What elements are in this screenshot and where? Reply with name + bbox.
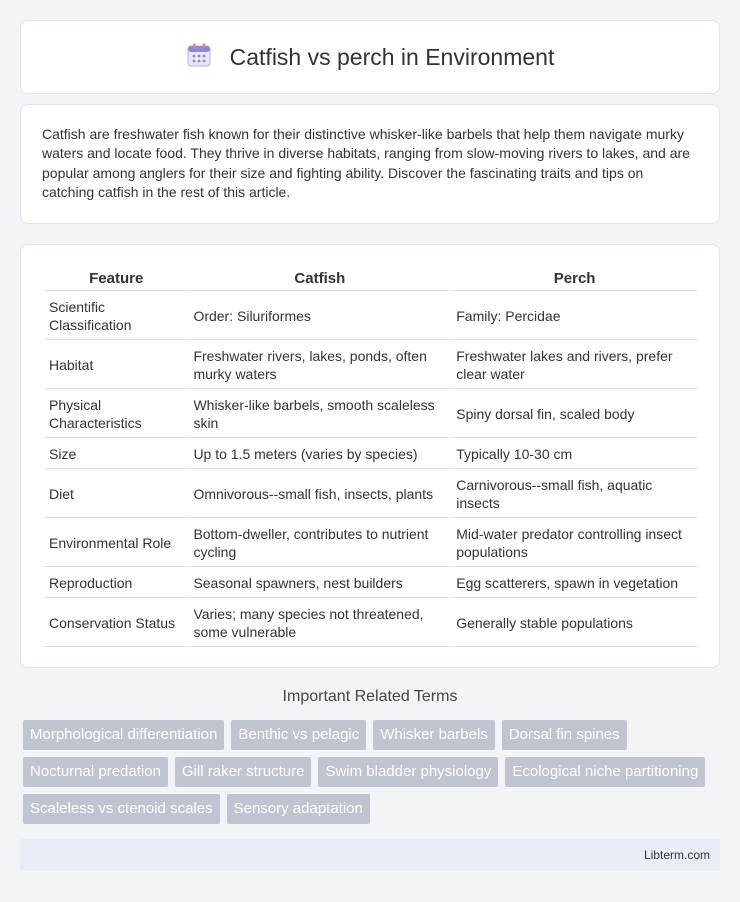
- footer-site-link[interactable]: Libterm.com: [643, 848, 710, 862]
- cell-perch: Typically 10-30 cm: [452, 440, 697, 469]
- table-row: [45, 520, 697, 567]
- cell-catfish: Bottom-dweller, contributes to nutrient cycling: [189, 520, 450, 567]
- table-header-row: [45, 267, 697, 291]
- cell-perch: Family: Percidae: [452, 293, 697, 340]
- table-row: [45, 471, 697, 518]
- related-terms-list: [23, 720, 723, 824]
- table-row: [45, 440, 697, 469]
- intro-card: [20, 104, 720, 224]
- cell-catfish: Whisker-like barbels, smooth scaleless skin: [189, 391, 450, 438]
- table-row: [45, 293, 697, 340]
- related-terms-title: Important Related Terms: [282, 688, 458, 705]
- cell-catfish: Seasonal spawners, nest builders: [189, 569, 450, 598]
- page-title: Catfish vs perch in Environment: [229, 43, 555, 70]
- cell-catfish: Omnivorous--small fish, insects, plants: [189, 471, 450, 518]
- related-term-tag[interactable]: Whisker barbels: [373, 720, 495, 750]
- table-row: [45, 391, 697, 438]
- related-term-tag[interactable]: Gill raker structure: [175, 757, 312, 787]
- header-perch: Perch: [452, 267, 697, 291]
- cell-feature: Physical Characteristics: [45, 391, 187, 438]
- related-term-tag[interactable]: Morphological differentiation: [23, 720, 224, 750]
- cell-catfish: Varies; many species not threatened, some vulnerable: [189, 600, 450, 647]
- related-term-tag[interactable]: Ecological niche partitioning: [505, 757, 705, 787]
- related-term-tag[interactable]: Swim bladder physiology: [318, 757, 498, 787]
- title-card: [20, 20, 720, 94]
- table-row: [45, 342, 697, 389]
- footer: [20, 839, 720, 871]
- intro-paragraph: Catfish are freshwater fish known for their distinctive whisker-like barbels that help them navigate murky waters and locate food. They thrive in diverse habitats, ranging from slow-moving rivers to lakes, and are popular among anglers for their size and fighting ability. Discover the fascinating traits and tips on catching catfish in the rest of this article.: [42, 126, 690, 201]
- cell-perch: Egg scatterers, spawn in vegetation: [452, 569, 697, 598]
- table-row: [45, 569, 697, 598]
- table-row: [45, 600, 697, 647]
- header-catfish: Catfish: [189, 267, 450, 291]
- cell-perch: Carnivorous--small fish, aquatic insects: [452, 471, 697, 518]
- cell-feature: Conservation Status: [45, 600, 187, 647]
- cell-perch: Freshwater lakes and rivers, prefer clear water: [452, 342, 697, 389]
- cell-feature: Environmental Role: [45, 520, 187, 567]
- cell-perch: Generally stable populations: [452, 600, 697, 647]
- related-term-tag[interactable]: Sensory adaptation: [227, 794, 370, 824]
- related-term-tag[interactable]: Dorsal fin spines: [502, 720, 627, 750]
- cell-feature: Habitat: [45, 342, 187, 389]
- cell-catfish: Up to 1.5 meters (varies by species): [189, 440, 450, 469]
- cell-feature: Reproduction: [45, 569, 187, 598]
- related-term-tag[interactable]: Nocturnal predation: [23, 757, 168, 787]
- cell-feature: Scientific Classification: [45, 293, 187, 340]
- header-feature: Feature: [45, 267, 187, 291]
- cell-feature: Diet: [45, 471, 187, 518]
- cell-perch: Spiny dorsal fin, scaled body: [452, 391, 697, 438]
- cell-catfish: Order: Siluriformes: [189, 293, 450, 340]
- related-term-tag[interactable]: Scaleless vs ctenoid scales: [23, 794, 220, 824]
- comparison-table: [43, 265, 699, 649]
- cell-catfish: Freshwater rivers, lakes, ponds, often murky waters: [189, 342, 450, 389]
- calendar-icon: [186, 42, 212, 73]
- comparison-card: [20, 244, 720, 668]
- cell-perch: Mid-water predator controlling insect populations: [452, 520, 697, 567]
- cell-feature: Size: [45, 440, 187, 469]
- related-term-tag[interactable]: Benthic vs pelagic: [231, 720, 366, 750]
